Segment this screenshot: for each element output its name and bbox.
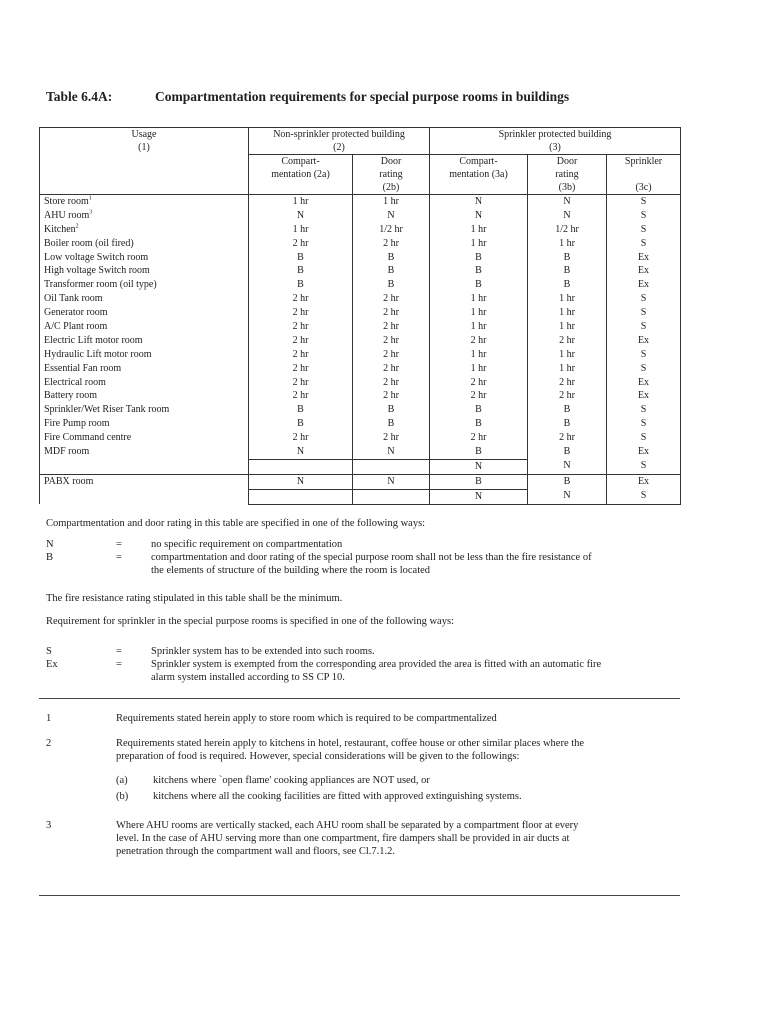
table-row: High voltage Switch room B B B B Ex xyxy=(40,264,681,278)
table-row-pabx-alt: N N S xyxy=(40,489,681,504)
eq-b: = xyxy=(116,552,122,563)
table-caption: Compartmentation requirements for special purpose rooms in buildings xyxy=(155,89,570,104)
footnote-1-number: 1 xyxy=(46,713,52,724)
col-3c-header: Sprinkler (3c) xyxy=(607,155,681,195)
footnote-3-number: 3 xyxy=(46,820,52,831)
table-row: Boiler room (oil fired) 2 hr 2 hr 1 hr 1 hr S xyxy=(40,237,681,251)
notes-intro: Compartmentation and door rating in this table are specified in one of the following ways: xyxy=(46,518,426,529)
footnote-2a-text: kitchens where `open flame' cooking appliances are NOT used, or xyxy=(153,775,430,786)
table-row: Essential Fan room 2 hr 2 hr 1 hr 1 hr S xyxy=(40,362,681,376)
col-2a-header: Compart- mentation (2a) xyxy=(249,155,353,195)
def-b: compartmentation and door rating of the special purpose room shall not be less than the fire resistance of the elements of structure of the building where the room is located xyxy=(151,552,592,576)
table-row: Fire Pump room B B B B S xyxy=(40,417,681,431)
minimum-note: The fire resistance rating stipulated in this table shall be the minimum. xyxy=(46,593,343,604)
key-ex: Ex xyxy=(46,659,58,670)
header-row-1 xyxy=(40,128,681,155)
table-row: A/C Plant room 2 hr 2 hr 1 hr 1 hr S xyxy=(40,320,681,334)
table-row: Sprinkler/Wet Riser Tank room B B B B S xyxy=(40,403,681,417)
col-3b-header: Door rating (3b) xyxy=(528,155,607,195)
table-row-mdf: MDF room N N B B Ex xyxy=(40,445,681,459)
key-b: B xyxy=(46,552,54,563)
eq-n: = xyxy=(116,539,122,550)
eq-s: = xyxy=(116,646,122,657)
table-number: Table 6.4A: xyxy=(46,89,113,104)
def-s: Sprinkler system has to be extended into such rooms. xyxy=(151,646,375,657)
table-row-mdf-alt: N N S xyxy=(40,459,681,474)
footnote-2b-text: kitchens where all the cooking facilities are fitted with approved extinguishing systems. xyxy=(153,791,522,802)
footnote-2a-key: (a) xyxy=(116,775,128,786)
col-2b-header: Door rating (2b) xyxy=(353,155,430,195)
table-row: Store room$^1$ 1 hr 1 hr N N S xyxy=(40,195,681,209)
key-s: S xyxy=(46,646,52,657)
table-row: Fire Command centre 2 hr 2 hr 2 hr 2 hr S xyxy=(40,431,681,445)
key-n: N xyxy=(46,539,54,550)
table-row: AHU room$^3$ N N N N S xyxy=(40,209,681,223)
usage-header: Usage (1) xyxy=(40,128,249,195)
footnote-2b-key: (b) xyxy=(116,791,129,802)
table-row: Oil Tank room 2 hr 2 hr 1 hr 1 hr S xyxy=(40,292,681,306)
table-row: Electric Lift motor room 2 hr 2 hr 2 hr 2 hr Ex xyxy=(40,334,681,348)
compartmentation-table xyxy=(39,127,681,505)
eq-ex: = xyxy=(116,659,122,670)
table-row: Transformer room (oil type) B B B B Ex xyxy=(40,278,681,292)
col-3a-header: Compart- mentation (3a) xyxy=(430,155,528,195)
footnote-2-number: 2 xyxy=(46,738,52,749)
footnote-2-text: Requirements stated herein apply to kitchens in hotel, restaurant, coffee house or other similar places where the preparation of food is required. However, special considerations will be given to the followings: xyxy=(116,738,585,762)
table-row-pabx: PABX room N N B B Ex xyxy=(40,474,681,489)
table-row: Low voltage Switch room B B B B Ex xyxy=(40,251,681,265)
footnote-3-text: Where AHU rooms are vertically stacked, each AHU room shall be separated by a compartment floor at every level. In the case of AHU serving more than one compartment, fire dampers shall be provided in air ducts at penetration through the compartment wall and floors, see Cl.7.1.2. xyxy=(116,820,579,857)
table-row: Battery room 2 hr 2 hr 2 hr 2 hr Ex xyxy=(40,389,681,403)
def-n: no specific requirement on compartmentation xyxy=(151,539,343,550)
divider-top xyxy=(39,698,680,699)
table-row: Kitchen$^2$ 1 hr 1/2 hr 1 hr 1/2 hr S xyxy=(40,223,681,237)
sprinkler-header: Sprinkler protected building (3) xyxy=(430,128,681,155)
table-row: Electrical room 2 hr 2 hr 2 hr 2 hr Ex xyxy=(40,376,681,390)
table-row: Hydraulic Lift motor room 2 hr 2 hr 1 hr 1 hr S xyxy=(40,348,681,362)
footnote-1-text: Requirements stated herein apply to store room which is required to be compartmentalized xyxy=(116,713,497,724)
table-row: Generator room 2 hr 2 hr 1 hr 1 hr S xyxy=(40,306,681,320)
divider-bottom xyxy=(39,895,680,896)
non-sprinkler-header: Non-sprinkler protected building (2) xyxy=(249,128,430,155)
sprinkler-intro: Requirement for sprinkler in the special purpose rooms is specified in one of the following ways: xyxy=(46,616,454,627)
def-ex: Sprinkler system is exempted from the corresponding area provided the area is fitted with an automatic fire alarm system installed according to SS CP 10. xyxy=(151,659,602,683)
